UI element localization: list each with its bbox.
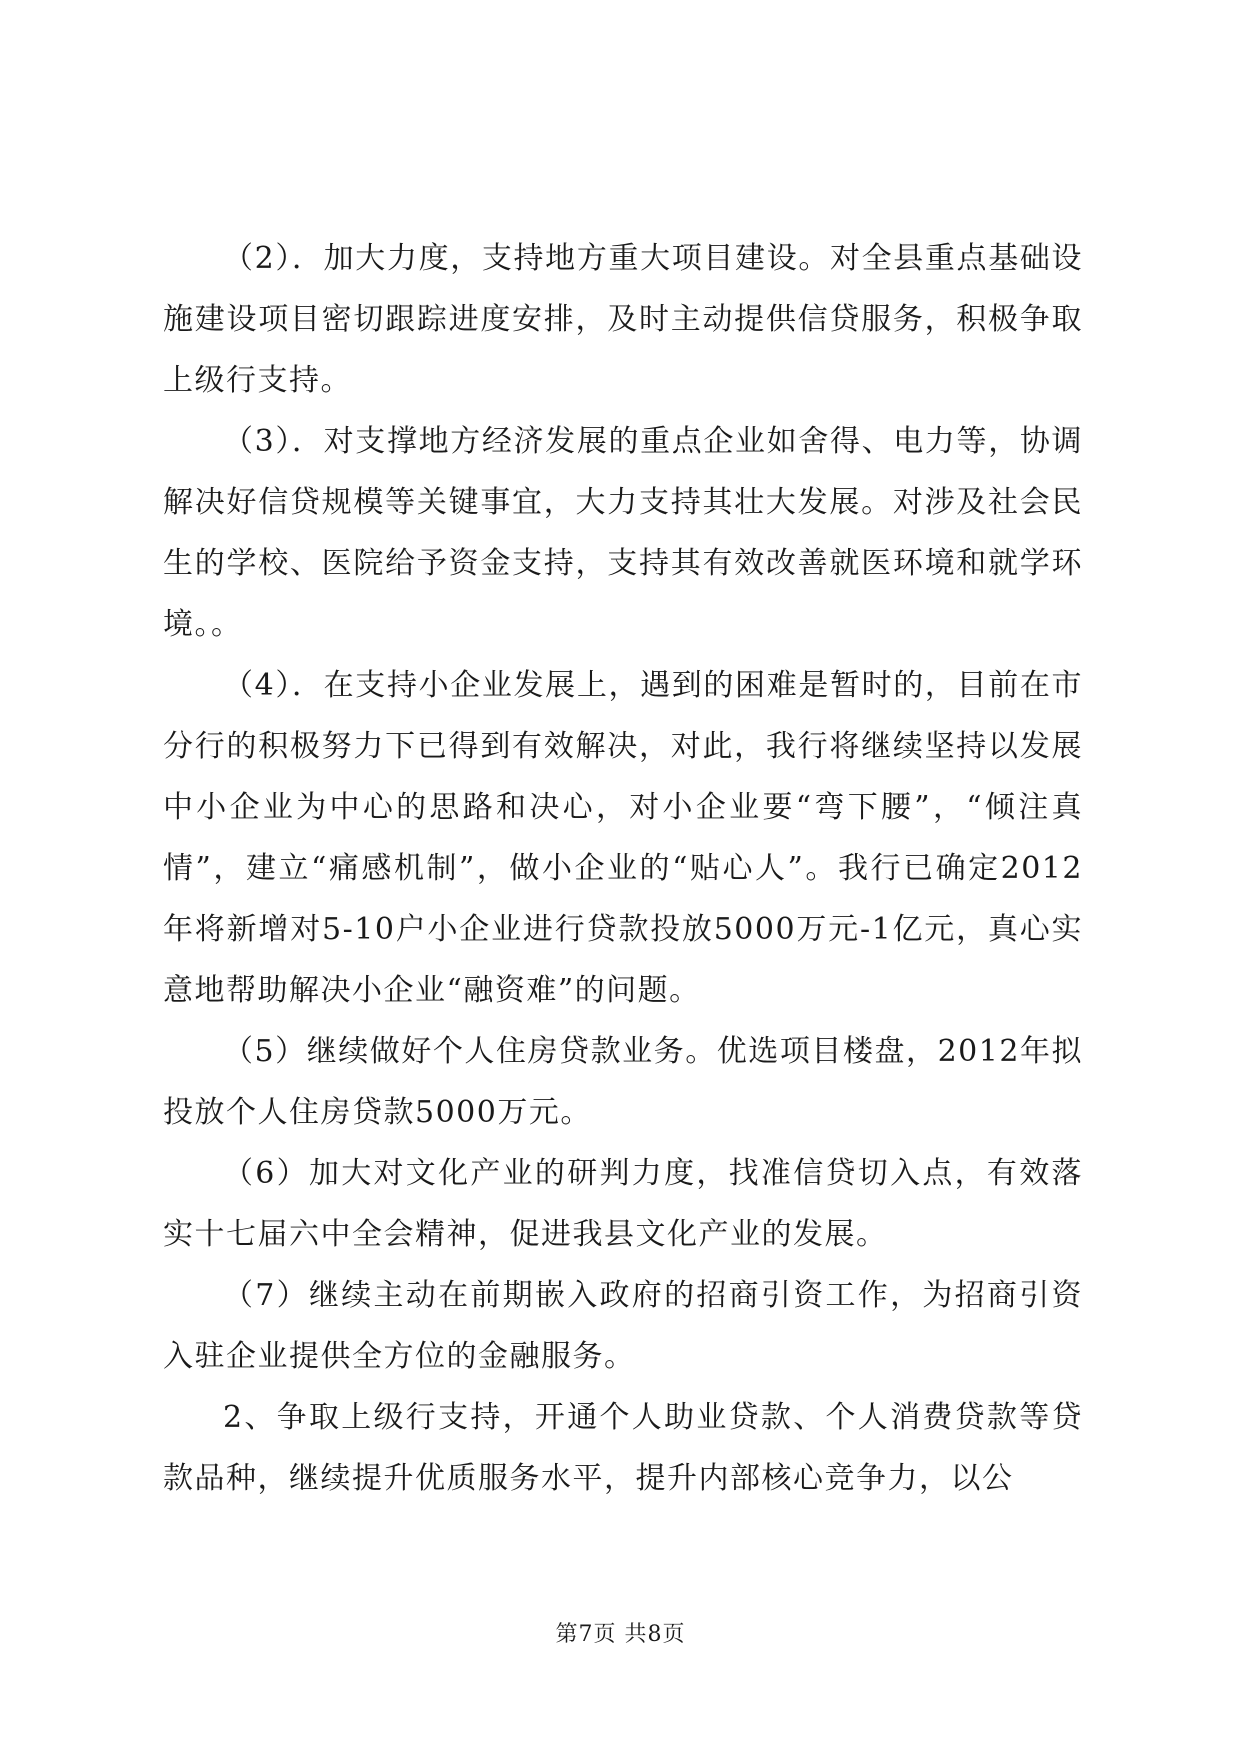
paragraph-item-2: （2）．加大力度，支持地方重大项目建设。对全县重点基础设施建设项目密切跟踪进度安排，及时主动提供信贷服务，积极争取上级行支持。 — [163, 241, 1083, 398]
paragraph-item-7: （7）继续主动在前期嵌入政府的招商引资工作，为招商引资入驻企业提供全方位的金融服务。 — [163, 1278, 1083, 1374]
paragraph-item-3: （3）．对支撑地方经济发展的重点企业如舍得、电力等，协调解决好信贷规模等关键事宜，大力支持其壮大发展。对涉及社会民生的学校、医院给予资金支持，支持其有效改善就医环境和就学环境。。 — [163, 424, 1083, 642]
page-number-footer: 第7页 共8页 — [555, 1622, 686, 1647]
paragraph-item-6: （6）加大对文化产业的研判力度，找准信贷切入点，有效落实十七届六中全会精神，促进我县文化产业的发展。 — [163, 1156, 1083, 1252]
paragraph-item-4: （4）．在支持小企业发展上，遇到的困难是暂时的，目前在市分行的积极努力下已得到有效解决，对此，我行将继续坚持以发展中小企业为中心的思路和决心，对小企业要“弯下腰”，“倾注真情”，建立“痛感机制”，做小企业的“贴心人”。我行已确定2012年将新增对5-10户小企业进行贷款投放5000万元-1亿元，真心实意地帮助解决小企业“融资难”的问题。 — [163, 668, 1083, 1008]
paragraph-section-2: 2、争取上级行支持，开通个人助业贷款、个人消费贷款等贷款品种，继续提升优质服务水平，提升内部核心竞争力，以公 — [163, 1400, 1083, 1496]
paragraph-item-5: （5）继续做好个人住房贷款业务。优选项目楼盘，2012年拟投放个人住房贷款5000万元。 — [163, 1034, 1083, 1130]
document-body — [163, 228, 1083, 1509]
